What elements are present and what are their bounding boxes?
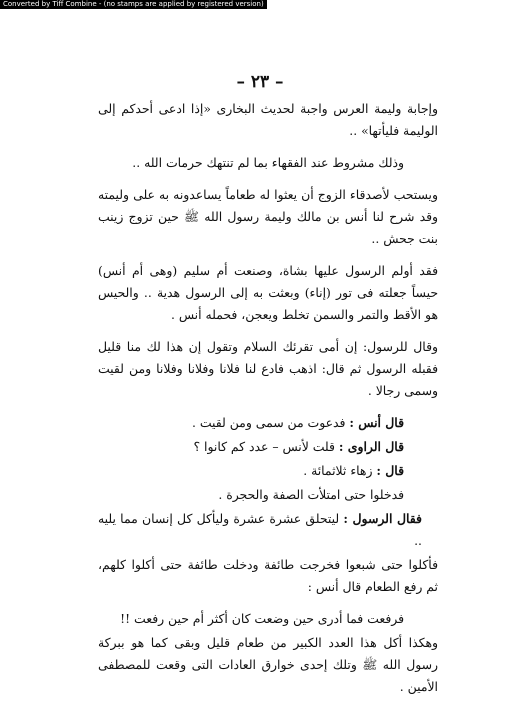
paragraph-miracle: وهكذا أكل هذا العدد الكبير من طعام قليل وبقى كما هو ببركة رسول الله ﷺ وتلك إحدى خوارق العادات التى وقعت للمصطفى الأمين . xyxy=(98,635,438,694)
paragraph-circles-of-ten xyxy=(98,508,438,552)
paragraph-messenger-said: وقال للرسول: إن أمى تقرئك السلام وتقول إن هذا لك منا قليل فقبله الرسول ثم قال: اذهب فادع لنا فلانا وفلانا وفلانا ومن لقيت وسمى رجالا . xyxy=(98,339,438,398)
speaker-text: زهاء ثلاثمائة . xyxy=(303,463,373,478)
speaker-label: قال : xyxy=(376,463,404,478)
paragraph-raised-food: فرفعت فما أدرى حين وضعت كان أكثر أم حين رفعت !! xyxy=(120,611,404,626)
paragraph-condition: وذلك مشروط عند الفقهاء بما لم تنتهك حرمات الله .. xyxy=(132,155,404,170)
speaker-text: ليتحلق عشرة عشرة وليأكل كل إنسان مما يليه .. xyxy=(98,511,422,548)
paragraph-wedding-feast: وإجابة وليمة العرس واجبة لحديث البخارى «إذا ادعى أحدكم إلى الوليمة فليأتها» .. xyxy=(98,101,438,138)
speaker-label: قال أنس : xyxy=(349,415,404,430)
speaker-label: قال الراوى : xyxy=(338,439,404,454)
paragraph-entered: فدخلوا حتى امتلأت الصفة والحجرة . xyxy=(218,487,404,502)
paragraph-um-sulaym: فقد أولم الرسول عليها بشاة، وصنعت أم سليم (وهى أم أنس) حيساً جعلته فى تور (إناء) وبعثت به إلى الرسول هدية .. والحيس هو الأقط والتمر والسمن تخلط ويعجن، فحمله أنس . xyxy=(98,263,438,322)
paragraph-ate-all: فأكلوا حتى شبعوا فخرجت طائفة ودخلت طائفة حتى أكلوا كلهم، ثم رفع الطعام قال أنس : xyxy=(98,557,438,594)
speaker-label: فقال الرسول : xyxy=(343,511,422,526)
paragraph-narrator-said xyxy=(98,436,438,458)
paragraph-anas-said xyxy=(98,412,438,434)
paragraph-count xyxy=(98,460,438,482)
paragraph-friends-food: ويستحب لأصدقاء الزوج أن يعثوا له طعاماً يساعدونه به على وليمته وقد شرح لنا أنس بن مالك وليمة رسول الله ﷺ حين تزوج زينب بنت جحش .. xyxy=(98,187,438,246)
converter-watermark: Converted by Tiff Combine - (no stamps are applied by registered version) xyxy=(0,0,267,9)
page-body xyxy=(98,98,438,708)
speaker-text: قلت لأنس – عدد كم كانوا ؟ xyxy=(193,439,335,454)
speaker-text: فدعوت من سمى ومن لقيت . xyxy=(191,415,346,430)
page-number: – ٢٣ – xyxy=(236,72,284,92)
